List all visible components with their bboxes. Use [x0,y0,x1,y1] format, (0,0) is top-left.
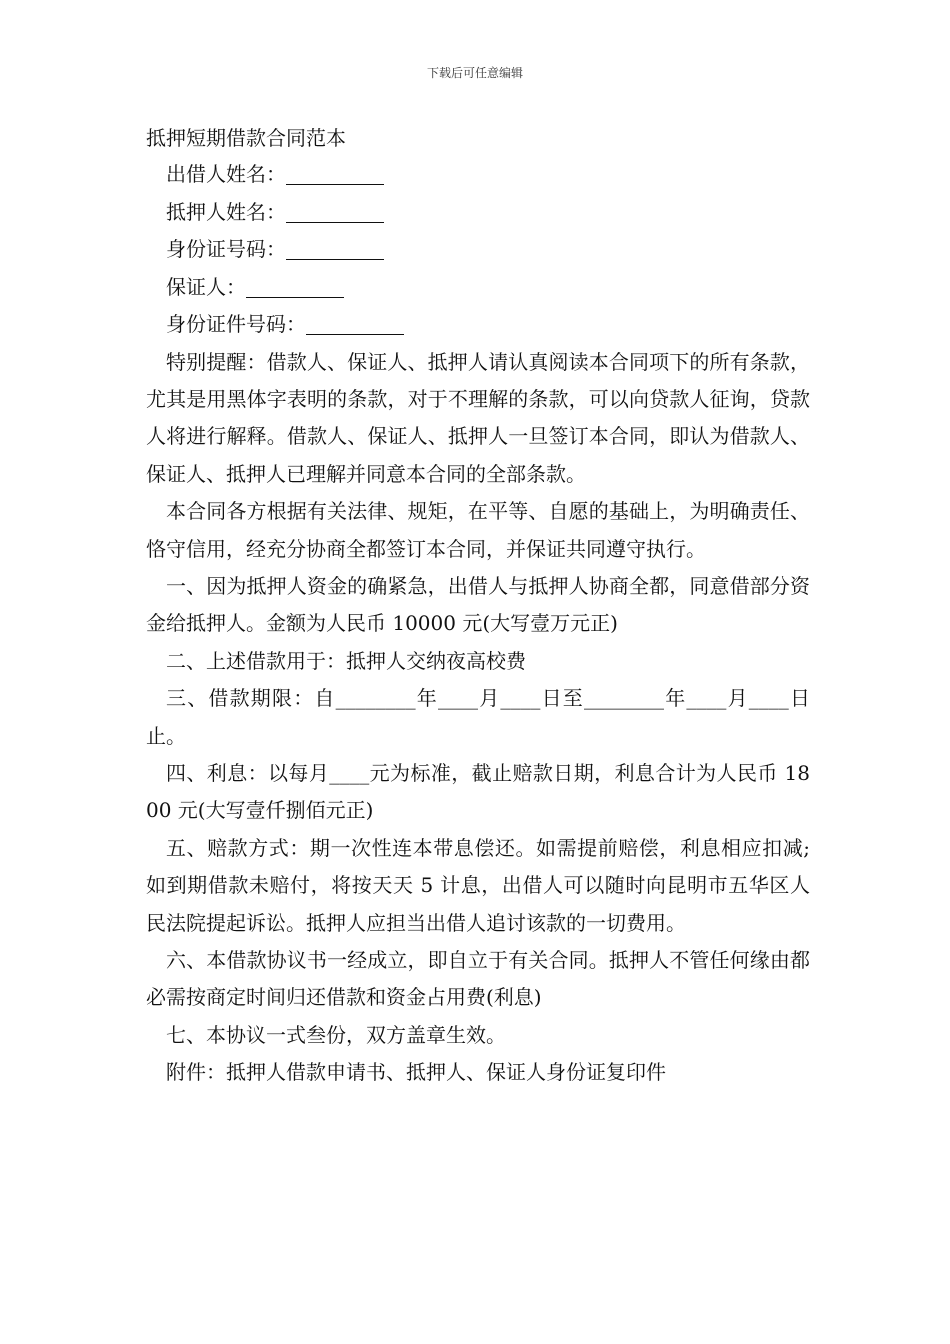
clause-5-paragraph: 五、赔款方式：期一次性连本带息偿还。如需提前赔偿，利息相应扣减;如到期借款未赔付，将按天天 5 计息，出借人可以随时向昆明市五华区人民法院提起诉讼。抵押人应担当出借人追讨该款的一切费用。 [146,835,810,935]
fill-in-blank [246,275,344,298]
lender-name-field [146,156,810,194]
clause-7-paragraph: 七、本协议一式叁份，双方盖章生效。 [166,1022,506,1047]
document-title: 抵押短期借款合同范本 [146,126,346,150]
id-document-number-field [146,306,810,344]
field-label: 保证人： [166,274,246,299]
fill-in-blank [286,200,384,223]
fill-in-blank [306,312,404,335]
page-header-note: 下载后可任意编辑 [426,66,523,80]
clause-2-paragraph: 二、上述借款用于：抵押人交纳夜高校费 [166,648,526,673]
id-number-field [146,231,810,269]
clause-3-paragraph: 三、借款期限：自________年____月____日至________年____月____日止。 [146,686,810,748]
field-label: 身份证号码： [166,237,286,261]
attachment-paragraph: 附件：抵押人借款申请书、抵押人、保证人身份证复印件 [166,1060,666,1085]
fill-in-blank [286,162,384,185]
field-label: 出借人姓名： [166,162,286,186]
field-label: 身份证件号码： [166,312,306,336]
mortgagor-name-field [146,194,810,232]
clause-4-paragraph: 四、利息：以每月____元为标准，截止赔款日期，利息合计为人民币 1800 元(大写壹仟捌佰元正) [146,760,810,823]
clause-6-paragraph: 六、本借款协议书一经成立，即自立于有关合同。抵押人不管任何缘由都必需按商定时间归还借款和资金占用费(利息) [146,948,810,1010]
guarantor-field [146,269,810,307]
fill-in-blank [286,237,384,260]
special-reminder-paragraph: 特别提醒：借款人、保证人、抵押人请认真阅读本合同项下的所有条款，尤其是用黑体字表明的条款，对于不理解的条款，可以向贷款人征询，贷款人将进行解释。借款人、保证人、抵押人一旦签订本合同，即认为借款人、保证人、抵押人已理解并同意本合同的全部条款。 [146,349,810,486]
field-label: 抵押人姓名： [166,199,286,224]
clause-1-paragraph: 一、因为抵押人资金的确紧急，出借人与抵押人协商全都，同意借部分资金给抵押人。金额为人民币 10000 元(大写壹万元正) [146,573,810,636]
preamble-paragraph: 本合同各方根据有关法律、规矩，在平等、自愿的基础上，为明确责任、恪守信用，经充分协商全都签订本合同，并保证共同遵守执行。 [146,499,810,561]
document-body [146,120,810,1092]
